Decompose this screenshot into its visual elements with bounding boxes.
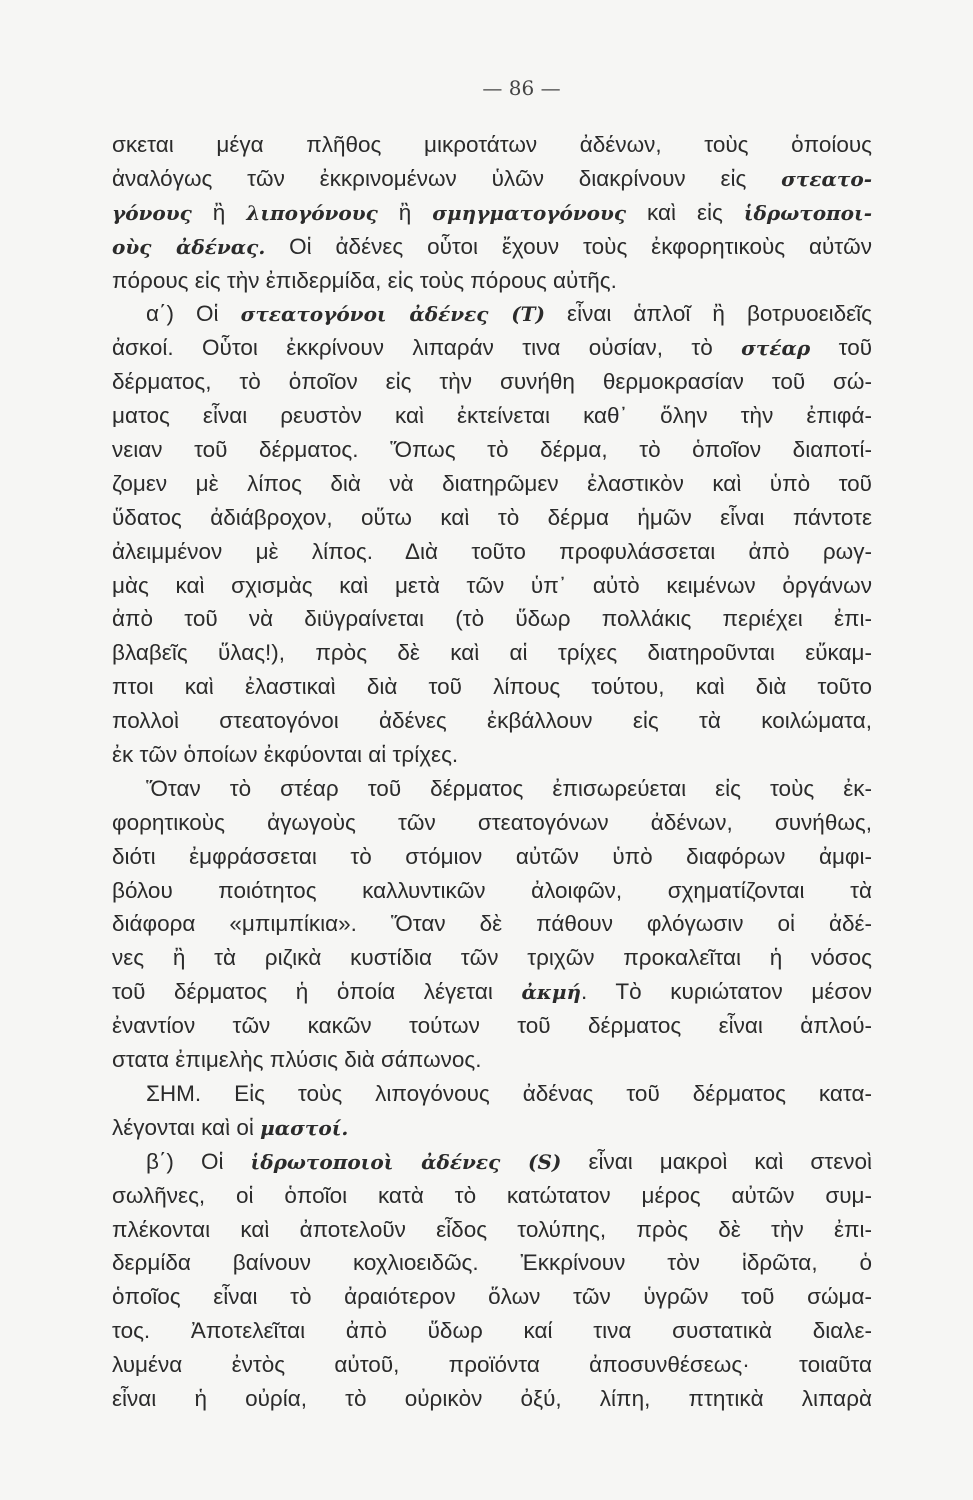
- text-line: [112, 1145, 872, 1179]
- text-line: [112, 806, 872, 840]
- text-segment: νειαν τοῦ δέρματος. Ὅπως τὸ δέρμα, τὸ ὁποῖον διαποτί-: [112, 437, 872, 463]
- emphasized-term: σμηγματογόνους: [432, 200, 627, 225]
- paragraph: [112, 128, 872, 297]
- text-line: [112, 941, 872, 975]
- text-line: [112, 602, 872, 636]
- emphasized-term: στεατογόνοι ἀδένες (Τ): [240, 302, 546, 327]
- text-segment: πλέκονται καὶ ἀποτελοῦν εἶδος τολύπης, πρὸς δὲ τὴν ἐπι-: [112, 1216, 872, 1242]
- emphasized-term: στεατο-: [781, 166, 872, 191]
- text-line: [112, 365, 872, 399]
- text-segment: σωλῆνες, οἱ ὁποῖοι κατὰ τὸ κατώτατον μέρος αὐτῶν συμ-: [112, 1182, 872, 1208]
- text-segment: τοῦ δέρματος ἡ ὁποία λέγεται: [112, 979, 522, 1005]
- text-line: [112, 738, 872, 772]
- emphasized-term: ἱδρωτοποιοὶ ἀδένες (S): [250, 1149, 562, 1174]
- text-line: [112, 975, 872, 1009]
- text-segment: ἢ: [377, 199, 433, 225]
- text-segment: ΣΗΜ. Εἰς τοὺς λιπογόνους ἀδένας τοῦ δέρματος κατα-: [146, 1080, 872, 1106]
- text-line: [112, 1111, 872, 1145]
- text-segment: βλαβεῖς ὕλας!), πρὸς δὲ καὶ αἱ τρίχες διατηροῦνται εὔκαμ-: [112, 640, 872, 666]
- text-segment: φορητικοὺς ἀγωγοὺς τῶν στεατογόνων ἀδένων, συνήθως,: [112, 809, 872, 835]
- paragraph: [112, 297, 872, 771]
- emphasized-term: γόνους: [112, 200, 192, 225]
- text-line: [112, 1213, 872, 1247]
- text-line: [112, 704, 872, 738]
- text-segment: ὕδατος ἀδιάβροχον, οὕτω καὶ τὸ δέρμα ἡμῶν εἶναι πάντοτε: [112, 504, 872, 530]
- text-segment: ἀπὸ τοῦ νὰ διϋγραίνεται (τὸ ὕδωρ πολλάκις περιέχει ἐπι-: [112, 606, 872, 632]
- text-segment: ὁποῖος εἶναι τὸ ἀραιότερον ὅλων τῶν ὑγρῶν τοῦ σώμα-: [112, 1284, 872, 1310]
- text-segment: νες ἢ τὰ ριζικὰ κυστίδια τῶν τριχῶν προκαλεῖται ἡ νόσος: [112, 945, 872, 971]
- text-segment: . Τὸ κυριώτατον μέσον: [581, 979, 872, 1005]
- text-segment: ἀναλόγως τῶν ἐκκρινομένων ὑλῶν διακρίνουν εἰς: [112, 165, 782, 191]
- text-segment: μὰς καὶ σχισμὰς καὶ μετὰ τῶν ὑπ᾽ αὐτὸ κειμένων ὀργάνων: [112, 572, 872, 598]
- text-segment: δερμίδα βαίνουν κοχλιοειδῶς. Ἐκκρίνουν τὸν ἱδρῶτα, ὁ: [112, 1250, 872, 1276]
- text-segment: ἐκ τῶν ὁποίων ἐκφύονται αἱ τρίχες.: [112, 742, 459, 768]
- text-line: [112, 501, 872, 535]
- text-segment: λυμένα ἐντὸς αὐτοῦ, προϊόντα ἀποσυνθέσεως· τοιαῦτα: [112, 1352, 872, 1378]
- text-line: [112, 874, 872, 908]
- text-segment: σκεται μέγα πλῆθος μικροτάτων ἀδένων, τοὺς ὁποίους: [112, 132, 872, 157]
- text-segment: βόλου ποιότητος καλλυντικῶν ἀλοιφῶν, σχηματίζονται τὰ: [112, 877, 872, 903]
- text-line: [112, 128, 872, 162]
- text-line: [112, 1009, 872, 1043]
- text-line: [112, 569, 872, 603]
- page-number: — 86 —: [482, 76, 561, 100]
- emphasized-term: στέαρ: [741, 336, 811, 361]
- text-segment: ζομεν μὲ λίπος διὰ νὰ διατηρῶμεν ἐλαστικὸν καὶ ὑπὸ τοῦ: [112, 470, 872, 496]
- text-segment: πόρους εἰς τὴν ἐπιδερμίδα, εἰς τοὺς πόρους αὐτῆς.: [112, 267, 617, 293]
- text-segment: πτοι καὶ ἐλαστικαὶ διὰ τοῦ λίπους τούτου, καὶ διὰ τοῦτο: [112, 674, 872, 700]
- text-segment: Ὅταν τὸ στέαρ τοῦ δέρματος ἐπισωρεύεται εἰς τοὺς ἐκ-: [146, 775, 872, 801]
- text-segment: ἢ: [191, 199, 247, 225]
- text-segment: ματος εἶναι ρευστὸν καὶ ἐκτείνεται καθ᾽ ὅλην τὴν ἐπιφά-: [112, 403, 872, 429]
- text-line: [112, 1179, 872, 1213]
- text-line: [112, 1314, 872, 1348]
- paragraph: [112, 1145, 872, 1416]
- body-text: [112, 128, 872, 1416]
- emphasized-term: ἀκμή: [521, 980, 581, 1005]
- text-segment: ἀσκοί. Οὗτοι ἐκκρίνουν λιπαράν τινα οὐσίαν, τὸ: [112, 335, 742, 361]
- text-segment: στατα ἐπιμελὴς πλύσις διὰ σάπωνος.: [112, 1047, 482, 1073]
- text-segment: τος. Ἀποτελεῖται ἀπὸ ὕδωρ καί τινα συστατικὰ διαλε-: [112, 1318, 872, 1344]
- text-segment: δέρματος, τὸ ὁποῖον εἰς τὴν συνήθη θερμοκρασίαν τοῦ σώ-: [112, 369, 872, 395]
- text-segment: Οἱ ἀδένες οὗτοι ἔχουν τοὺς ἐκφορητικοὺς αὐτῶν: [265, 233, 872, 259]
- text-segment: ἀλειμμένον μὲ λίπος. Διὰ τοῦτο προφυλάσσεται ἀπὸ ρωγ-: [112, 538, 872, 564]
- text-line: [112, 1246, 872, 1280]
- paragraph: [112, 772, 872, 1077]
- text-segment: ἐναντίον τῶν κακῶν τούτων τοῦ δέρματος εἶναι ἁπλού-: [112, 1013, 872, 1039]
- text-segment: πολλοὶ στεατογόνοι ἀδένες ἐκβάλλουν εἰς τὰ κοιλώματα,: [112, 708, 872, 734]
- text-line: [112, 670, 872, 704]
- text-segment: διάφορα «μπιμπίκια». Ὅταν δὲ πάθουν φλόγωσιν οἱ ἀδέ-: [112, 911, 872, 937]
- text-line: [112, 433, 872, 467]
- text-line: [112, 467, 872, 501]
- text-segment: β΄) Οἱ: [146, 1148, 251, 1174]
- paragraph: [112, 1077, 872, 1145]
- text-segment: τοῦ: [810, 335, 872, 361]
- text-line: [112, 162, 872, 196]
- text-line: [112, 331, 872, 365]
- text-line: [112, 264, 872, 298]
- text-line: [112, 230, 872, 264]
- text-line: [112, 840, 872, 874]
- text-line: [112, 636, 872, 670]
- text-segment: α΄) Οἱ: [146, 301, 241, 327]
- text-line: [112, 1382, 872, 1416]
- text-line: [112, 1043, 872, 1077]
- emphasized-term: μαστοί.: [260, 1115, 349, 1140]
- text-segment: λέγονται καὶ οἱ: [112, 1114, 261, 1140]
- text-line: [112, 1280, 872, 1314]
- text-line: [112, 1077, 872, 1111]
- emphasized-term: οὺς ἀδένας.: [112, 234, 266, 259]
- text-line: [112, 297, 872, 331]
- text-segment: εἶναι ἁπλοῖ ἢ βοτρυοειδεῖς: [545, 301, 872, 327]
- text-segment: εἶναι ἡ οὐρία, τὸ οὐρικὸν ὀξύ, λίπη, πτητικὰ λιπαρὰ: [112, 1385, 872, 1411]
- text-line: [112, 1348, 872, 1382]
- text-line: [112, 196, 872, 230]
- text-segment: καὶ εἰς: [626, 199, 744, 225]
- text-line: [112, 772, 872, 806]
- emphasized-term: ἱδρωτοποι-: [743, 200, 872, 225]
- text-segment: διότι ἐμφράσσεται τὸ στόμιον αὐτῶν ὑπὸ διαφόρων ἀμφι-: [112, 843, 872, 869]
- text-line: [112, 907, 872, 941]
- text-segment: εἶναι μακροὶ καὶ στενοὶ: [561, 1148, 872, 1174]
- text-line: [112, 535, 872, 569]
- emphasized-term: λιπογόνους: [246, 200, 378, 225]
- text-line: [112, 399, 872, 433]
